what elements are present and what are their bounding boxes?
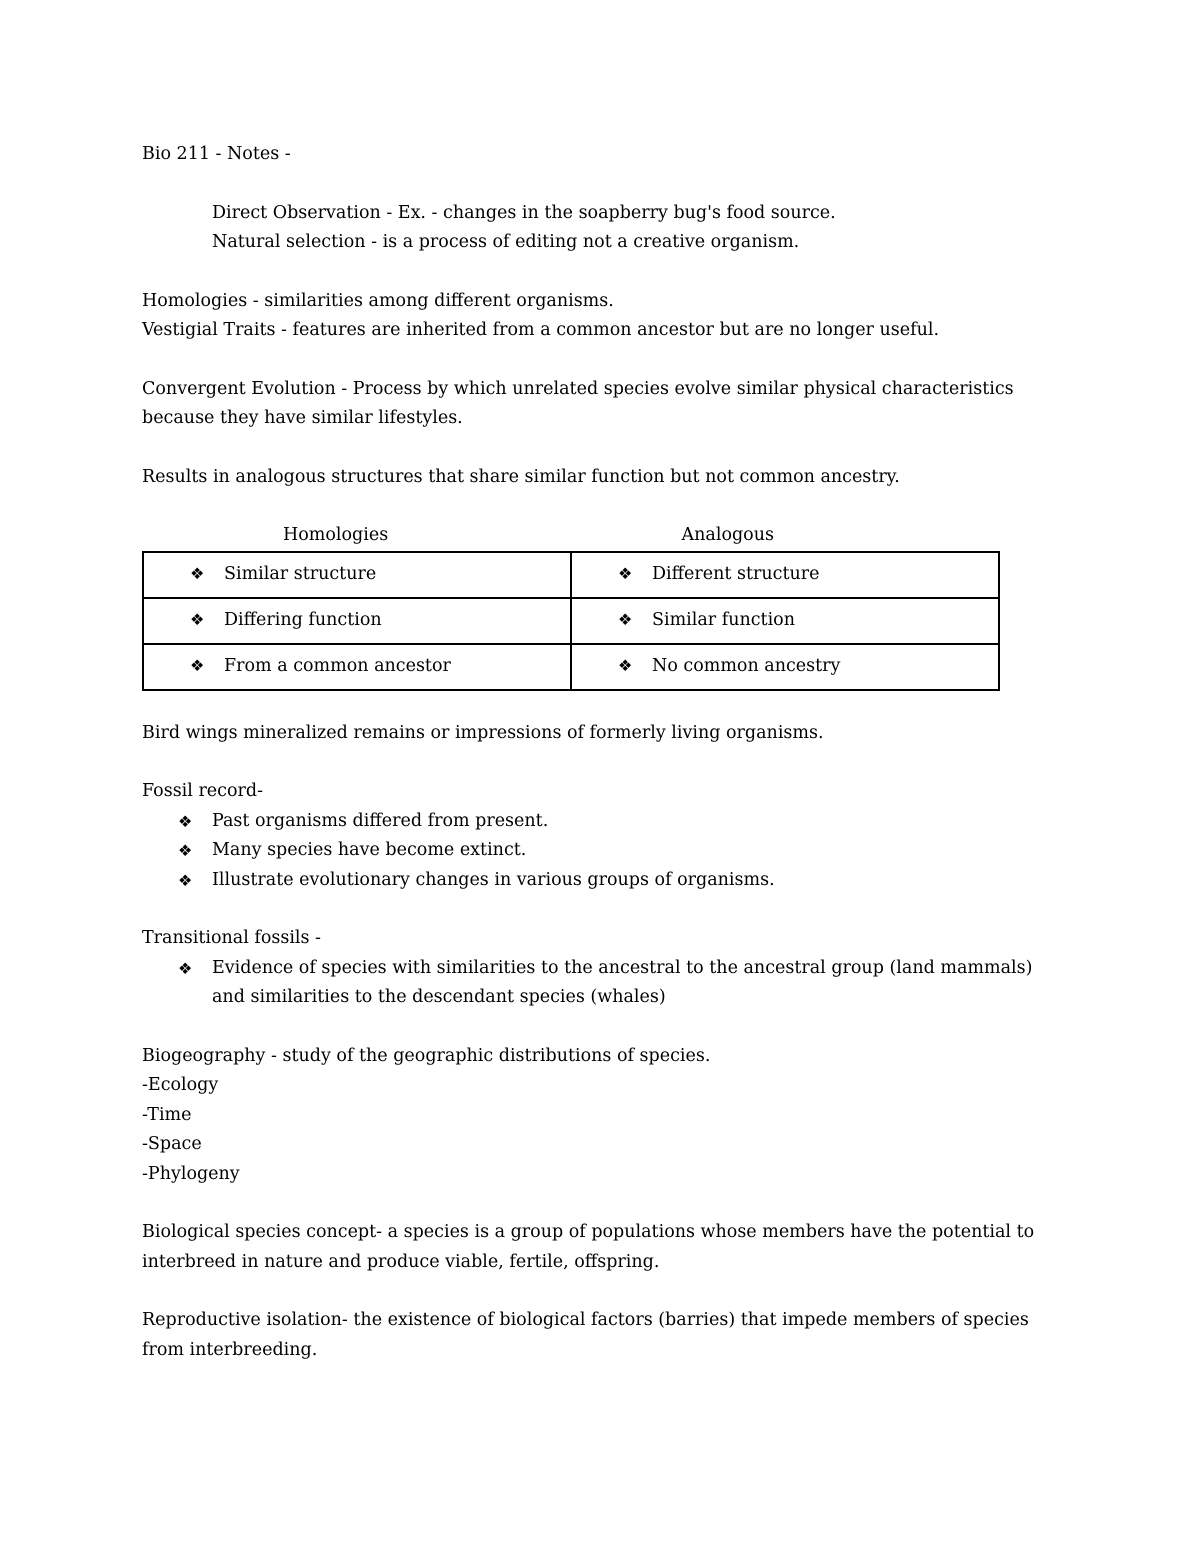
table-row [143,598,999,644]
diamond-bullet-icon: ❖ [178,841,193,860]
table-cell [571,552,999,598]
list-item [142,866,1072,896]
bird-wings-note: Bird wings mineralized remains or impressions of formerly living organisms. [142,722,824,743]
table-cell [571,598,999,644]
table-cell [143,644,571,690]
spacer [142,748,1072,777]
table-row [143,644,999,690]
homologies-definition: Homologies - similarities among different organisms. [142,290,614,311]
reproductive-isolation-definition: Reproductive isolation- the existence of biological factors (barries) that impede members of species from interbreeding. [142,1310,1029,1360]
list-item-text: Illustrate evolutionary changes in various groups of organisms. [212,869,775,890]
spacer [142,258,1072,287]
cell-text: From a common ancestor [224,656,451,677]
diamond-bullet-icon: ❖ [178,870,193,890]
analogous-column-header: Analogous [681,525,774,545]
diamond-bullet-icon: ❖ [178,958,193,978]
spacer [142,1277,1072,1306]
biological-species-concept: Biological species concept- a species is a group of populations whose members have the potential to interbreed in nature and produce viable, fertile, offspring. [142,1222,1035,1272]
diamond-bullet-icon: ❖ [190,564,205,584]
list-item-text: Many species have become extinct. [212,840,527,860]
comparison-table [142,551,1000,691]
diamond-bullet-icon: ❖ [618,610,633,630]
spacer [142,346,1072,375]
vestigial-traits-definition: Vestigial Traits - features are inherited from a common ancestor but are no longer useful. [142,320,940,340]
homologies-column-header: Homologies [283,525,389,545]
list-item [142,836,1072,866]
notes-header: Bio 211 - Notes - [142,144,291,164]
diamond-bullet-icon: ❖ [618,656,633,676]
cell-text: Similar function [652,610,795,631]
list-item-text: Past organisms differed from present. [212,810,549,831]
diamond-bullet-icon: ❖ [178,811,193,831]
table-row [143,552,999,598]
natural-selection-note: Natural selection - is a process of editing not a creative organism. [212,232,800,252]
fossil-record-title: Fossil record- [142,781,263,801]
biogeography-item: -Ecology [142,1075,219,1095]
biogeography-item: -Time [142,1104,192,1125]
diamond-bullet-icon: ❖ [618,564,633,584]
table-cell [143,598,571,644]
spacer [142,1013,1072,1042]
diamond-bullet-icon: ❖ [190,610,205,630]
diamond-bullet-icon: ❖ [190,656,205,676]
spacer [142,492,1072,521]
comparison-table-headers [142,521,1000,551]
cell-text: Differing function [224,610,382,631]
analogous-results-note: Results in analogous structures that share similar function but not common ancestry. [142,466,900,487]
spacer [142,434,1072,463]
biogeography-item: -Phylogeny [142,1163,240,1184]
spacer [142,170,1072,199]
list-item [142,807,1072,837]
list-item-text: Evidence of species with similarities to the ancestral to the ancestral group (land mammals) and similarities to the descendant species (whales) [212,957,1033,1007]
transitional-fossils-title: Transitional fossils - [142,928,321,948]
biogeography-definition: Biogeography - study of the geographic distributions of species. [142,1045,711,1066]
table-cell [143,552,571,598]
direct-observation-note: Direct Observation - Ex. - changes in the soapberry bug's food source. [212,202,836,223]
table-cell [571,644,999,690]
cell-text: Similar structure [224,564,377,585]
cell-text: No common ancestry [652,656,841,677]
list-item [142,954,1072,1013]
document-page [142,140,1072,1365]
spacer [142,895,1072,924]
spacer [142,1189,1072,1218]
biogeography-item: -Space [142,1134,202,1154]
convergent-evolution-definition: Convergent Evolution - Process by which unrelated species evolve similar physical characteristics because they have similar lifestyles. [142,378,1014,428]
cell-text: Different structure [652,564,820,585]
spacer [142,691,1072,719]
